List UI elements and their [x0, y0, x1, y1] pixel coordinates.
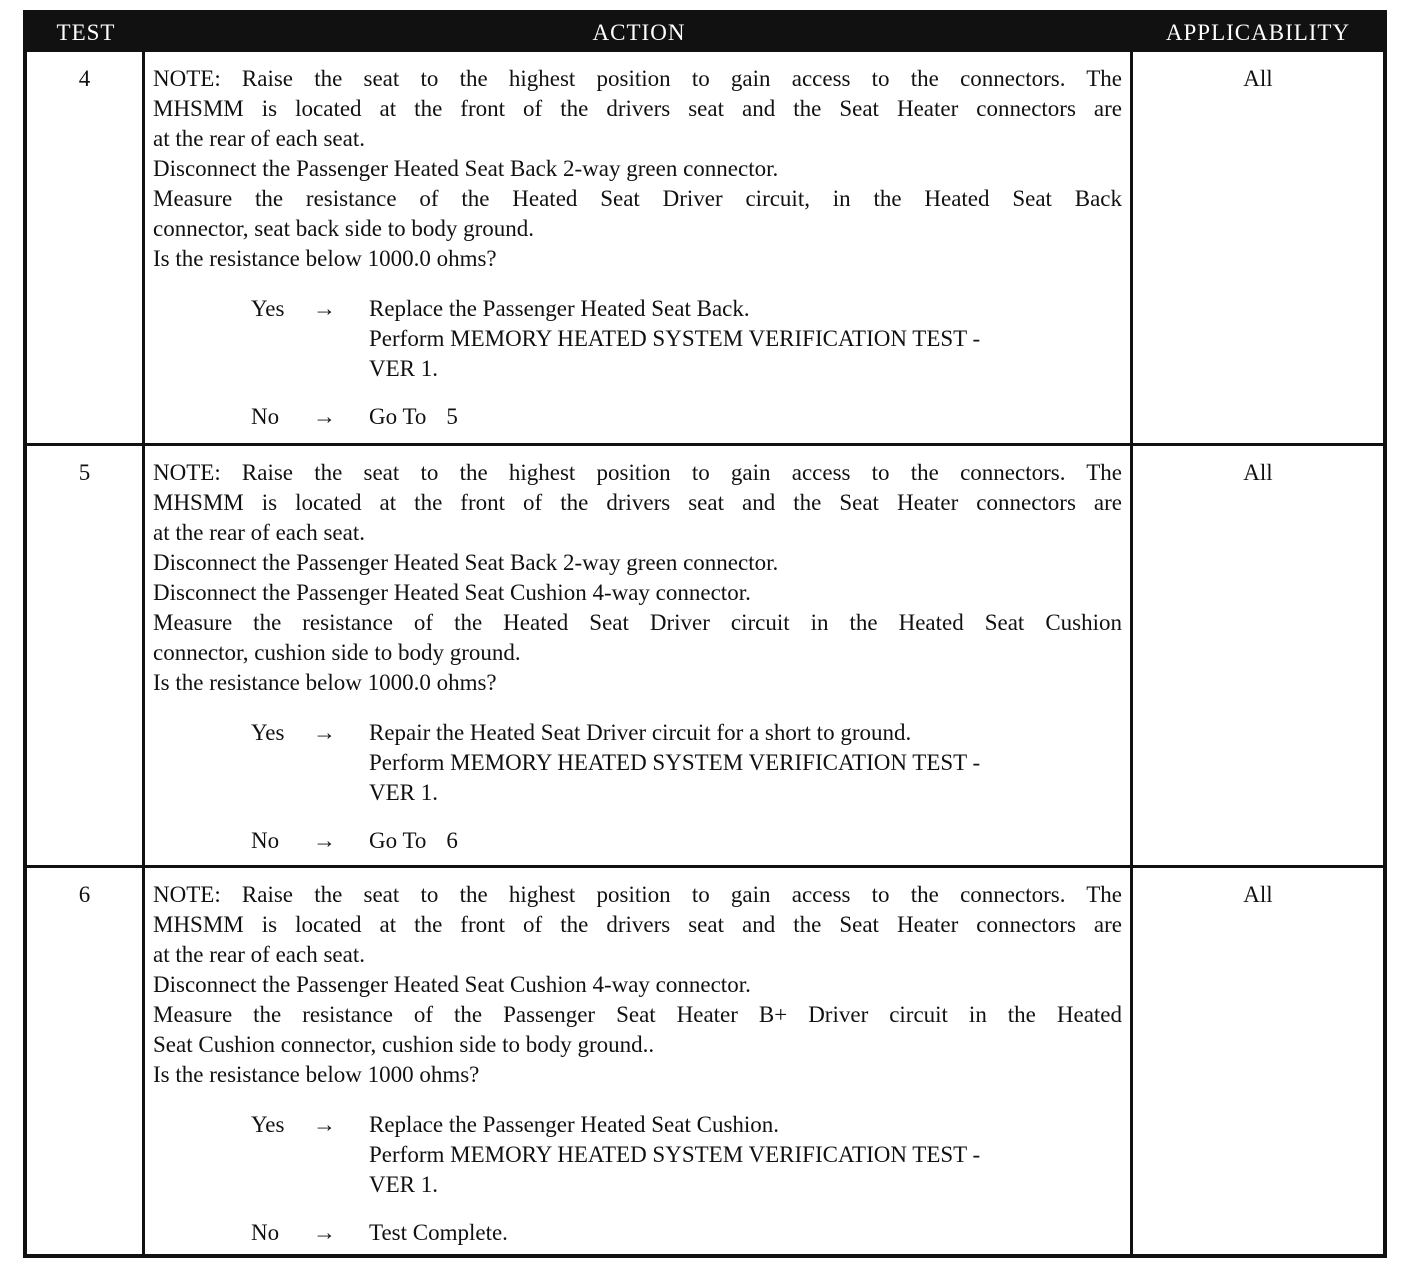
result-line: VER 1. [369, 780, 438, 805]
arrow-icon: → [313, 828, 336, 853]
yes-outcome [153, 718, 1122, 808]
action-line: at the rear of each seat. [153, 520, 365, 545]
arrow-icon: → [313, 1112, 336, 1137]
goto-target[interactable]: 6 [446, 828, 458, 853]
diagnostic-test-table [23, 10, 1387, 1258]
action-line: Disconnect the Passenger Heated Seat Back 2-way green connector. [153, 550, 779, 575]
yes-label: Yes [251, 1112, 285, 1137]
yes-outcome [153, 1110, 1122, 1200]
action-line: Is the resistance below 1000 ohms? [153, 1062, 480, 1087]
action-line: Disconnect the Passenger Heated Seat Cushion 4-way connector. [153, 972, 751, 997]
test-number: 5 [27, 446, 145, 865]
no-label: No [251, 828, 280, 853]
no-result [369, 826, 1119, 856]
yes-result [369, 1110, 1119, 1200]
yes-outcome [153, 294, 1122, 384]
no-label: No [251, 404, 280, 429]
yes-result [369, 294, 1119, 384]
header-applicability: APPLICABILITY [1165, 20, 1351, 45]
result-text: Test Complete. [369, 1220, 508, 1245]
action-cell [145, 446, 1133, 865]
result-line: Replace the Passenger Heated Seat Back. [369, 296, 750, 321]
action-line: Measure the resistance of the Heated Seat Driver circuit in the Heated Seat Cushion [153, 610, 1122, 635]
result-line: Repair the Heated Seat Driver circuit for a short to ground. [369, 720, 912, 745]
action-line: MHSMM is located at the front of the drivers seat and the Seat Heater connectors are [153, 96, 1122, 121]
arrow-icon: → [313, 296, 336, 321]
yes-result [369, 718, 1119, 808]
header-action: ACTION [592, 20, 686, 45]
result-line: Perform MEMORY HEATED SYSTEM VERIFICATION TEST - [369, 750, 981, 775]
goto-text: Go To [369, 828, 427, 853]
action-cell [145, 52, 1133, 443]
table-row [27, 443, 1383, 865]
table-row [27, 52, 1383, 443]
action-line: Disconnect the Passenger Heated Seat Back 2-way green connector. [153, 156, 779, 181]
action-line: Is the resistance below 1000.0 ohms? [153, 246, 497, 271]
result-line: Replace the Passenger Heated Seat Cushion. [369, 1112, 780, 1137]
yes-label: Yes [251, 720, 285, 745]
action-line: NOTE: Raise the seat to the highest position to gain access to the connectors. The [153, 460, 1122, 485]
action-line: Seat Cushion connector, cushion side to body ground.. [153, 1032, 655, 1057]
action-line: Measure the resistance of the Passenger Seat Heater B+ Driver circuit in the Heated [153, 1002, 1122, 1027]
yes-label: Yes [251, 296, 285, 321]
applicability-value: All [1243, 882, 1273, 907]
table-row [27, 865, 1383, 1254]
action-cell [145, 868, 1133, 1254]
table-header [27, 14, 1383, 52]
applicability-value: All [1243, 66, 1273, 91]
result-line: Perform MEMORY HEATED SYSTEM VERIFICATION TEST - [369, 1142, 981, 1167]
test-number: 6 [27, 868, 145, 1254]
goto-text: Go To [369, 404, 427, 429]
action-line: NOTE: Raise the seat to the highest position to gain access to the connectors. The [153, 882, 1122, 907]
no-outcome [153, 1218, 1122, 1248]
header-test: TEST [56, 20, 116, 45]
no-result [369, 1218, 1119, 1248]
no-result [369, 402, 1119, 432]
arrow-icon: → [313, 720, 336, 745]
action-line: NOTE: Raise the seat to the highest position to gain access to the connectors. The [153, 66, 1122, 91]
no-label: No [251, 1220, 280, 1245]
arrow-icon: → [313, 1220, 336, 1245]
action-line: at the rear of each seat. [153, 126, 365, 151]
no-outcome [153, 402, 1122, 432]
result-line: VER 1. [369, 1172, 438, 1197]
action-line: Is the resistance below 1000.0 ohms? [153, 670, 497, 695]
action-line: MHSMM is located at the front of the drivers seat and the Seat Heater connectors are [153, 912, 1122, 937]
action-line: connector, seat back side to body ground. [153, 216, 535, 241]
applicability-value: All [1243, 460, 1273, 485]
action-line: connector, cushion side to body ground. [153, 640, 521, 665]
result-line: Perform MEMORY HEATED SYSTEM VERIFICATION TEST - [369, 326, 981, 351]
goto-target[interactable]: 5 [446, 404, 458, 429]
action-line: Disconnect the Passenger Heated Seat Cushion 4-way connector. [153, 580, 751, 605]
action-line: Measure the resistance of the Heated Seat Driver circuit, in the Heated Seat Back [153, 186, 1122, 211]
action-line: MHSMM is located at the front of the drivers seat and the Seat Heater connectors are [153, 490, 1122, 515]
action-line: at the rear of each seat. [153, 942, 365, 967]
test-number: 4 [27, 52, 145, 443]
no-outcome [153, 826, 1122, 856]
result-line: VER 1. [369, 356, 438, 381]
arrow-icon: → [313, 404, 336, 429]
